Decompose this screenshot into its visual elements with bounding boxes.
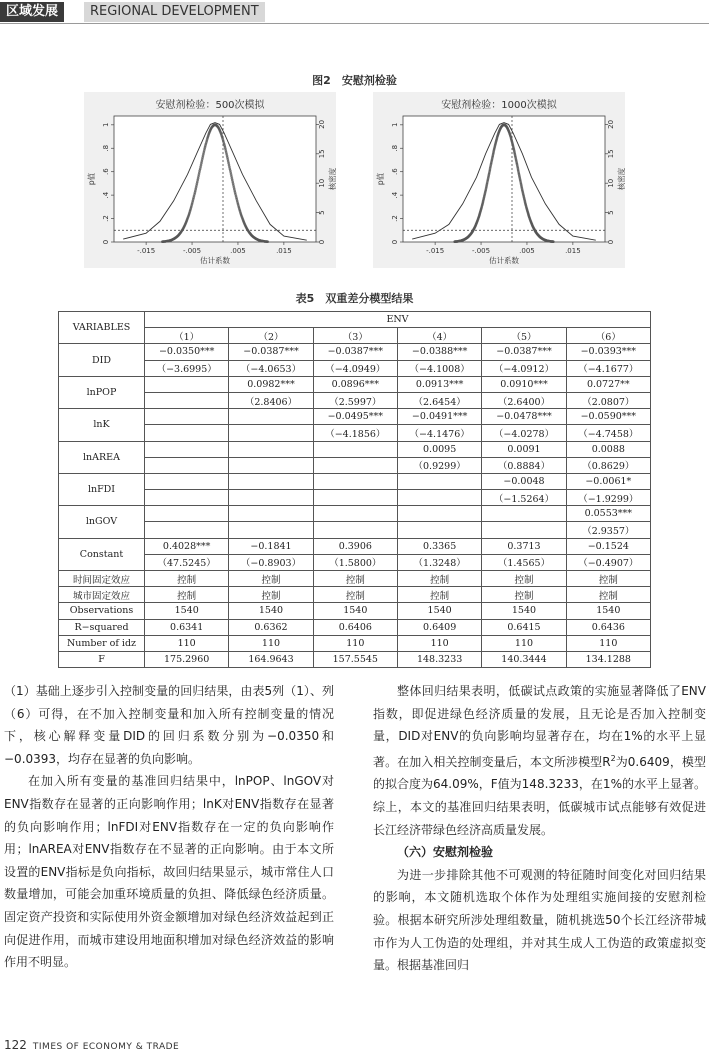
t-stat-cell: [229, 490, 313, 506]
coefficient-cell: 0.0553***: [566, 506, 650, 522]
x-tick-label: -.015: [426, 247, 445, 255]
y2-tick-label: 15: [318, 149, 326, 159]
coefficient-cell: −0.0061*: [566, 473, 650, 489]
coefficient-cell: [313, 506, 397, 522]
figure-title: 图2 安慰剂检验: [312, 74, 397, 87]
coefficient-cell: −0.0387***: [482, 344, 566, 360]
row-label: Number of idz: [59, 635, 145, 651]
coefficient-cell: −0.0491***: [397, 409, 481, 425]
y2-tick-label: 0: [607, 239, 615, 245]
stat-cell: 164.9643: [229, 651, 313, 667]
t-stat-cell: [229, 457, 313, 473]
table-row: [59, 441, 651, 457]
stat-cell: 110: [145, 635, 229, 651]
coefficient-cell: −0.0495***: [313, 409, 397, 425]
stat-cell: 134.1288: [566, 651, 650, 667]
coefficient-cell: −0.0590***: [566, 409, 650, 425]
t-stat-cell: （−4.7458）: [566, 425, 650, 441]
t-stat-cell: （0.9299）: [397, 457, 481, 473]
table-row: [59, 425, 651, 441]
column-header: （5）: [482, 328, 566, 344]
y-axis-label: p值: [87, 172, 96, 186]
t-stat-cell: （1.5800）: [313, 554, 397, 570]
coefficient-cell: 0.3365: [397, 538, 481, 554]
paragraph: 为进一步排除其他不可观测的特征随时间变化对回归结果的影响，本文随机选取个体作为处理组实施间接的安慰剂检验。根据本研究所涉处理组数量，随机挑选50个长江经济带城市作为人工伪造的处理组，并对其生成人工伪造的政策虚拟变量。根据基准回归: [373, 867, 706, 973]
t-stat-cell: （−4.0653）: [229, 360, 313, 376]
plot-title-right: 安慰剂检验：1000次模拟: [441, 100, 557, 111]
x-tick-label: -.015: [137, 247, 156, 255]
coefficient-cell: 0.0727**: [566, 376, 650, 392]
t-stat-cell: （−1.5264）: [482, 490, 566, 506]
regression-table-body: [59, 312, 651, 668]
table-row: [59, 587, 651, 603]
row-label: lnFDI: [59, 473, 145, 505]
t-stat-cell: （0.8884）: [482, 457, 566, 473]
plot-title-left: 安慰剂检验：500次模拟: [155, 100, 265, 111]
y-tick-label: 1: [102, 122, 110, 128]
coefficient-cell: 0.0095: [397, 441, 481, 457]
t-stat-cell: （−0.4907）: [566, 554, 650, 570]
y2-tick-label: 20: [318, 119, 326, 129]
table-row: [59, 506, 651, 522]
column-header: （6）: [566, 328, 650, 344]
y-tick-label: .2: [391, 215, 399, 222]
table-row: [59, 619, 651, 635]
row-label: lnK: [59, 409, 145, 441]
stat-cell: 110: [482, 635, 566, 651]
stat-cell: 0.6436: [566, 619, 650, 635]
stat-cell: 控制: [145, 587, 229, 603]
y-tick-label: .4: [391, 191, 399, 199]
coefficient-cell: [229, 409, 313, 425]
y-tick-label: .2: [102, 215, 110, 222]
t-stat-cell: （−4.1008）: [397, 360, 481, 376]
coefficient-cell: 0.4028***: [145, 538, 229, 554]
table-row: [59, 635, 651, 651]
stat-cell: 控制: [482, 571, 566, 587]
table-row: [59, 360, 651, 376]
t-stat-cell: （47.5245）: [145, 554, 229, 570]
coefficient-cell: [229, 506, 313, 522]
stat-cell: 140.3444: [482, 651, 566, 667]
coefficient-cell: [397, 506, 481, 522]
t-stat-cell: [145, 522, 229, 538]
t-stat-cell: [397, 490, 481, 506]
section-label-cn: 区域发展: [0, 2, 64, 22]
x-axis-label: 估计系数: [200, 256, 230, 265]
y-tick-label: .4: [102, 191, 110, 199]
t-stat-cell: （2.6454）: [397, 392, 481, 408]
table-header-row: [59, 328, 651, 344]
stat-cell: 控制: [229, 587, 313, 603]
coefficient-cell: [145, 473, 229, 489]
variables-header: VARIABLES: [59, 312, 145, 344]
stat-cell: 控制: [397, 571, 481, 587]
stat-cell: 175.2960: [145, 651, 229, 667]
table-row: [59, 344, 651, 360]
scatter-point: [266, 240, 269, 243]
table-row: [59, 376, 651, 392]
row-label: Observations: [59, 603, 145, 619]
table-row: [59, 473, 651, 489]
stat-cell: 148.3233: [397, 651, 481, 667]
t-stat-cell: （−0.8903）: [229, 554, 313, 570]
coefficient-cell: [145, 409, 229, 425]
y2-tick-label: 10: [318, 178, 326, 188]
y-tick-label: .6: [102, 168, 110, 176]
table-row: [59, 651, 651, 667]
t-stat-cell: （2.6400）: [482, 392, 566, 408]
y-axis-label: p值: [376, 172, 385, 186]
row-label: 时间固定效应: [59, 571, 145, 587]
stat-cell: 1540: [566, 603, 650, 619]
stat-cell: 157.5545: [313, 651, 397, 667]
table-row: [59, 538, 651, 554]
env-group-header: ENV: [145, 312, 651, 328]
stat-cell: 控制: [566, 571, 650, 587]
t-stat-cell: [313, 522, 397, 538]
t-stat-cell: [229, 425, 313, 441]
t-stat-cell: （−4.0278）: [482, 425, 566, 441]
y-tick-label: 1: [391, 122, 399, 128]
coefficient-cell: −0.1841: [229, 538, 313, 554]
y-tick-label: 0: [102, 239, 110, 245]
page-header: [0, 0, 709, 24]
column-header: （4）: [397, 328, 481, 344]
y2-tick-label: 10: [607, 178, 615, 188]
stat-cell: 0.6362: [229, 619, 313, 635]
t-stat-cell: [313, 490, 397, 506]
placebo-plot-1000: [373, 92, 625, 268]
x-tick-label: -.005: [471, 247, 491, 255]
coefficient-cell: [145, 506, 229, 522]
t-stat-cell: （−4.1677）: [566, 360, 650, 376]
stat-cell: 110: [229, 635, 313, 651]
journal-name: TIMES OF ECONOMY & TRADE: [32, 1042, 180, 1052]
row-label: 城市固定效应: [59, 587, 145, 603]
y2-tick-label: 5: [318, 210, 326, 215]
y2-tick-label: 5: [607, 210, 615, 215]
coefficient-cell: 0.0910***: [482, 376, 566, 392]
section-heading: （六）安慰剂检验: [397, 845, 494, 860]
table-row: [59, 409, 651, 425]
column-header: （1）: [145, 328, 229, 344]
section-label-en: REGIONAL DEVELOPMENT: [84, 2, 265, 22]
stat-cell: 0.6406: [313, 619, 397, 635]
t-stat-cell: [229, 522, 313, 538]
coefficient-cell: 0.0913***: [397, 376, 481, 392]
coefficient-cell: −0.0387***: [229, 344, 313, 360]
right-column: [373, 680, 706, 977]
y-tick-label: .8: [102, 144, 110, 152]
coefficient-cell: [313, 473, 397, 489]
coefficient-cell: [397, 473, 481, 489]
t-stat-cell: （−4.0912）: [482, 360, 566, 376]
row-label: lnGOV: [59, 506, 145, 538]
coefficient-cell: [229, 441, 313, 457]
coefficient-cell: 0.3713: [482, 538, 566, 554]
coefficient-cell: [145, 376, 229, 392]
placebo-plot-500: [84, 92, 336, 268]
superscript: 2: [610, 753, 616, 763]
coefficient-cell: [482, 506, 566, 522]
t-stat-cell: （2.8406）: [229, 392, 313, 408]
table-row: [59, 571, 651, 587]
t-stat-cell: [145, 457, 229, 473]
x-tick-label: .015: [276, 247, 292, 255]
t-stat-cell: [145, 392, 229, 408]
t-stat-cell: （−4.1476）: [397, 425, 481, 441]
coefficient-cell: [145, 441, 229, 457]
row-label: DID: [59, 344, 145, 376]
stat-cell: 1540: [313, 603, 397, 619]
y2-tick-label: 0: [318, 239, 326, 245]
t-stat-cell: （2.5997）: [313, 392, 397, 408]
y-tick-label: .6: [391, 168, 399, 176]
row-label: F: [59, 651, 145, 667]
t-stat-cell: （1.4565）: [482, 554, 566, 570]
paragraph: （1）基础上逐步引入控制变量的回归结果，由表5列（1）、列（6）可得，在不加入控制变量和加入所有控制变量的情况下，核心解释变量DID的回归系数分别为−0.0350和−0.0393，均存在显著的负向影响。: [4, 684, 334, 766]
stat-cell: 0.6409: [397, 619, 481, 635]
column-header: （2）: [229, 328, 313, 344]
stat-cell: 控制: [145, 571, 229, 587]
stat-cell: 110: [397, 635, 481, 651]
stat-cell: 1540: [229, 603, 313, 619]
coefficient-cell: 0.0982***: [229, 376, 313, 392]
coefficient-cell: −0.0393***: [566, 344, 650, 360]
x-axis-label: 估计系数: [489, 256, 519, 265]
paragraph-text: 整体回归结果表明，低碳试点政策的实施显著降低了ENV指数，即促进绿色经济质量的发展，且无论是否加入控制变量，DID对ENV的负向影响均显著存在，均在1%的水平上显著。在加入相关控制变量后，本文所涉模型R: [373, 684, 706, 769]
coefficient-cell: 0.0091: [482, 441, 566, 457]
t-stat-cell: [145, 425, 229, 441]
table-row: [59, 490, 651, 506]
regression-table: [58, 311, 651, 668]
coefficient-cell: [229, 473, 313, 489]
x-tick-label: .005: [230, 247, 246, 255]
table-row: [59, 522, 651, 538]
y-tick-label: 0: [391, 239, 399, 245]
t-stat-cell: （1.3248）: [397, 554, 481, 570]
row-label: Constant: [59, 538, 145, 570]
table-row: [59, 457, 651, 473]
t-stat-cell: （0.8629）: [566, 457, 650, 473]
t-stat-cell: （−3.6995）: [145, 360, 229, 376]
y-tick-label: .8: [391, 144, 399, 152]
stat-cell: 控制: [229, 571, 313, 587]
stat-cell: 控制: [313, 587, 397, 603]
x-tick-label: .005: [519, 247, 535, 255]
coefficient-cell: −0.0350***: [145, 344, 229, 360]
coefficient-cell: −0.0387***: [313, 344, 397, 360]
t-stat-cell: （−4.0949）: [313, 360, 397, 376]
stat-cell: 110: [566, 635, 650, 651]
x-tick-label: .015: [565, 247, 581, 255]
page-number: 122: [4, 1038, 27, 1052]
table-row: [59, 554, 651, 570]
plot-area: [403, 116, 605, 242]
paragraph-text: 为0.6409，模型的拟合度为64.09%，F值为148.3233，在1%的水平上显著。综上，本文的基准回归结果表明，低碳城市试点能够有效促进长江经济带绿色经济高质量发展。: [373, 754, 706, 837]
stat-cell: 控制: [397, 587, 481, 603]
t-stat-cell: （−4.1856）: [313, 425, 397, 441]
plot-area: [114, 116, 316, 242]
stat-cell: 110: [313, 635, 397, 651]
coefficient-cell: [313, 441, 397, 457]
stat-cell: 1540: [397, 603, 481, 619]
coefficient-cell: 0.3906: [313, 538, 397, 554]
stat-cell: 0.6415: [482, 619, 566, 635]
y2-axis-label: 核密度: [328, 167, 337, 191]
table-row: [59, 603, 651, 619]
table-row: [59, 392, 651, 408]
column-header: （3）: [313, 328, 397, 344]
t-stat-cell: [313, 457, 397, 473]
coefficient-cell: −0.0478***: [482, 409, 566, 425]
header-rule: [0, 23, 709, 24]
t-stat-cell: [482, 522, 566, 538]
t-stat-cell: （2.0807）: [566, 392, 650, 408]
paragraph: [373, 680, 706, 841]
row-label: lnPOP: [59, 376, 145, 408]
y2-tick-label: 15: [607, 149, 615, 159]
coefficient-cell: −0.0048: [482, 473, 566, 489]
t-stat-cell: （−1.9299）: [566, 490, 650, 506]
y2-tick-label: 20: [607, 119, 615, 129]
t-stat-cell: （2.9357）: [566, 522, 650, 538]
coefficient-cell: −0.1524: [566, 538, 650, 554]
row-label: lnAREA: [59, 441, 145, 473]
t-stat-cell: [397, 522, 481, 538]
x-tick-label: -.005: [182, 247, 202, 255]
paragraph: 在加入所有变量的基准回归结果中，lnPOP、lnGOV对ENV指数存在显著的正向影响作用；lnK对ENV指数存在显著的负向影响作用；lnFDI对ENV指数存在一定的负向影响作用；lnAREA对ENV指数存在不显著的正向影响。由于本文所设置的ENV指标是负向指标，故回归结果显示，城市常住人口数量增加，可能会加重环境质量的负担、降低绿色经济质量。固定资产投资和实际使用外资金额增加对绿色经济效益起到正向促进作用，而城市建设用地面积增加对绿色经济效益的影响作用不明显。: [4, 774, 334, 970]
row-label: R−squared: [59, 619, 145, 635]
left-column: [4, 680, 334, 974]
table-header-row: [59, 312, 651, 328]
stat-cell: 1540: [482, 603, 566, 619]
stat-cell: 控制: [313, 571, 397, 587]
table-title: 表5 双重差分模型结果: [295, 292, 414, 305]
stat-cell: 控制: [566, 587, 650, 603]
coefficient-cell: 0.0088: [566, 441, 650, 457]
y2-axis-label: 核密度: [617, 167, 626, 191]
coefficient-cell: 0.0896***: [313, 376, 397, 392]
t-stat-cell: [145, 490, 229, 506]
page-footer: [4, 1034, 180, 1052]
stat-cell: 控制: [482, 587, 566, 603]
scatter-point: [552, 240, 555, 243]
stat-cell: 0.6341: [145, 619, 229, 635]
stat-cell: 1540: [145, 603, 229, 619]
coefficient-cell: −0.0388***: [397, 344, 481, 360]
